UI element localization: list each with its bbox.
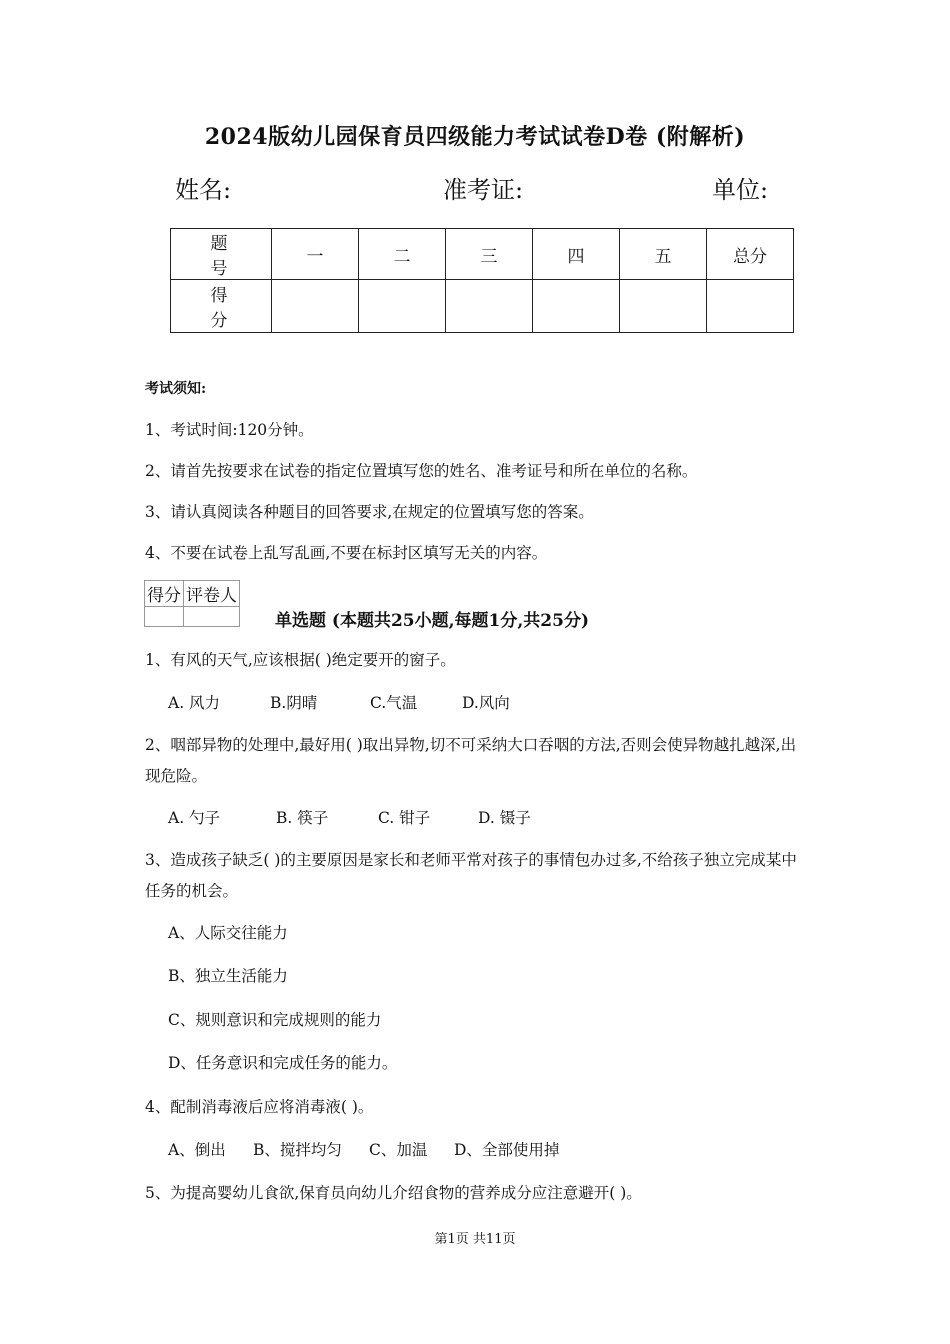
score-header-3: 三 (446, 229, 533, 280)
score-cell (707, 280, 794, 333)
question-3: 3、造成孩子缺乏( )的主要原因是家长和老师平常对孩子的事情包办过多,不给孩子独立完成某中任务的机会。 (145, 851, 797, 900)
q2-option-d: D. 镊子 (478, 809, 531, 827)
q1-option-c: C.气温 (370, 694, 418, 712)
q4-option-c: C、加温 (369, 1141, 428, 1159)
notice-item: 3、请认真阅读各种题目的回答要求,在规定的位置填写您的答案。 (145, 503, 594, 521)
grader-score-cell (145, 607, 184, 627)
q3-option-d: D、任务意识和完成任务的能力。 (168, 1054, 398, 1072)
score-cell (620, 280, 707, 333)
score-row-label: 得 分 (171, 280, 272, 333)
notice-item: 1、考试时间:120分钟。 (145, 421, 314, 439)
notice-item: 2、请首先按要求在试卷的指定位置填写您的姓名、准考证号和所在单位的名称。 (145, 462, 698, 480)
score-cell (359, 280, 446, 333)
q3-option-a: A、人际交往能力 (168, 924, 288, 942)
score-header-4: 四 (533, 229, 620, 280)
q1-option-b: B.阴晴 (270, 694, 318, 712)
unit-label: 单位: (712, 176, 769, 204)
page-footer: 第1页 共11页 (434, 1232, 516, 1247)
q4-option-d: D、全部使用掉 (454, 1141, 560, 1159)
score-header-1: 一 (272, 229, 359, 280)
q4-option-b: B、搅拌均匀 (253, 1141, 342, 1159)
notice-item: 4、不要在试卷上乱写乱画,不要在标封区填写无关的内容。 (145, 544, 548, 562)
q2-option-a: A. 勺子 (168, 809, 221, 827)
score-header-2: 二 (359, 229, 446, 280)
score-header-label: 题 号 (171, 229, 272, 280)
q3-option-b: B、独立生活能力 (168, 967, 288, 985)
score-cell (533, 280, 620, 333)
score-cell (272, 280, 359, 333)
score-header-5: 五 (620, 229, 707, 280)
q1-option-d: D.风向 (462, 694, 510, 712)
grader-reviewer-label: 评卷人 (184, 581, 240, 607)
score-table (170, 228, 794, 333)
grader-box (144, 580, 240, 627)
q1-option-a: A. 风力 (168, 694, 221, 712)
section-title: 单选题 (本题共25小题,每题1分,共25分) (275, 611, 589, 631)
score-header-total: 总分 (707, 229, 794, 280)
q2-option-c: C. 钳子 (378, 809, 431, 827)
question-5: 5、为提高婴幼儿食欲,保育员向幼儿介绍食物的营养成分应注意避开( )。 (145, 1184, 642, 1202)
q3-option-c: C、规则意识和完成规则的能力 (168, 1011, 382, 1029)
q2-option-b: B. 筷子 (276, 809, 329, 827)
page-title: 2024版幼儿园保育员四级能力考试试卷D卷 (附解析) (204, 124, 746, 150)
question-2: 2、咽部异物的处理中,最好用( )取出异物,切不可采纳大口吞咽的方法,否则会使异物越扎越深,出现危险。 (145, 736, 797, 785)
name-label: 姓名: (175, 176, 232, 204)
question-4: 4、配制消毒液后应将消毒液( )。 (145, 1098, 374, 1116)
notice-title: 考试须知: (145, 381, 207, 397)
score-cell (446, 280, 533, 333)
q4-option-a: A、倒出 (168, 1141, 226, 1159)
exam-id-label: 准考证: (443, 176, 524, 204)
grader-score-label: 得分 (145, 581, 184, 607)
grader-reviewer-cell (184, 607, 240, 627)
question-1: 1、有风的天气,应该根据( )绝定要开的窗子。 (145, 651, 456, 669)
